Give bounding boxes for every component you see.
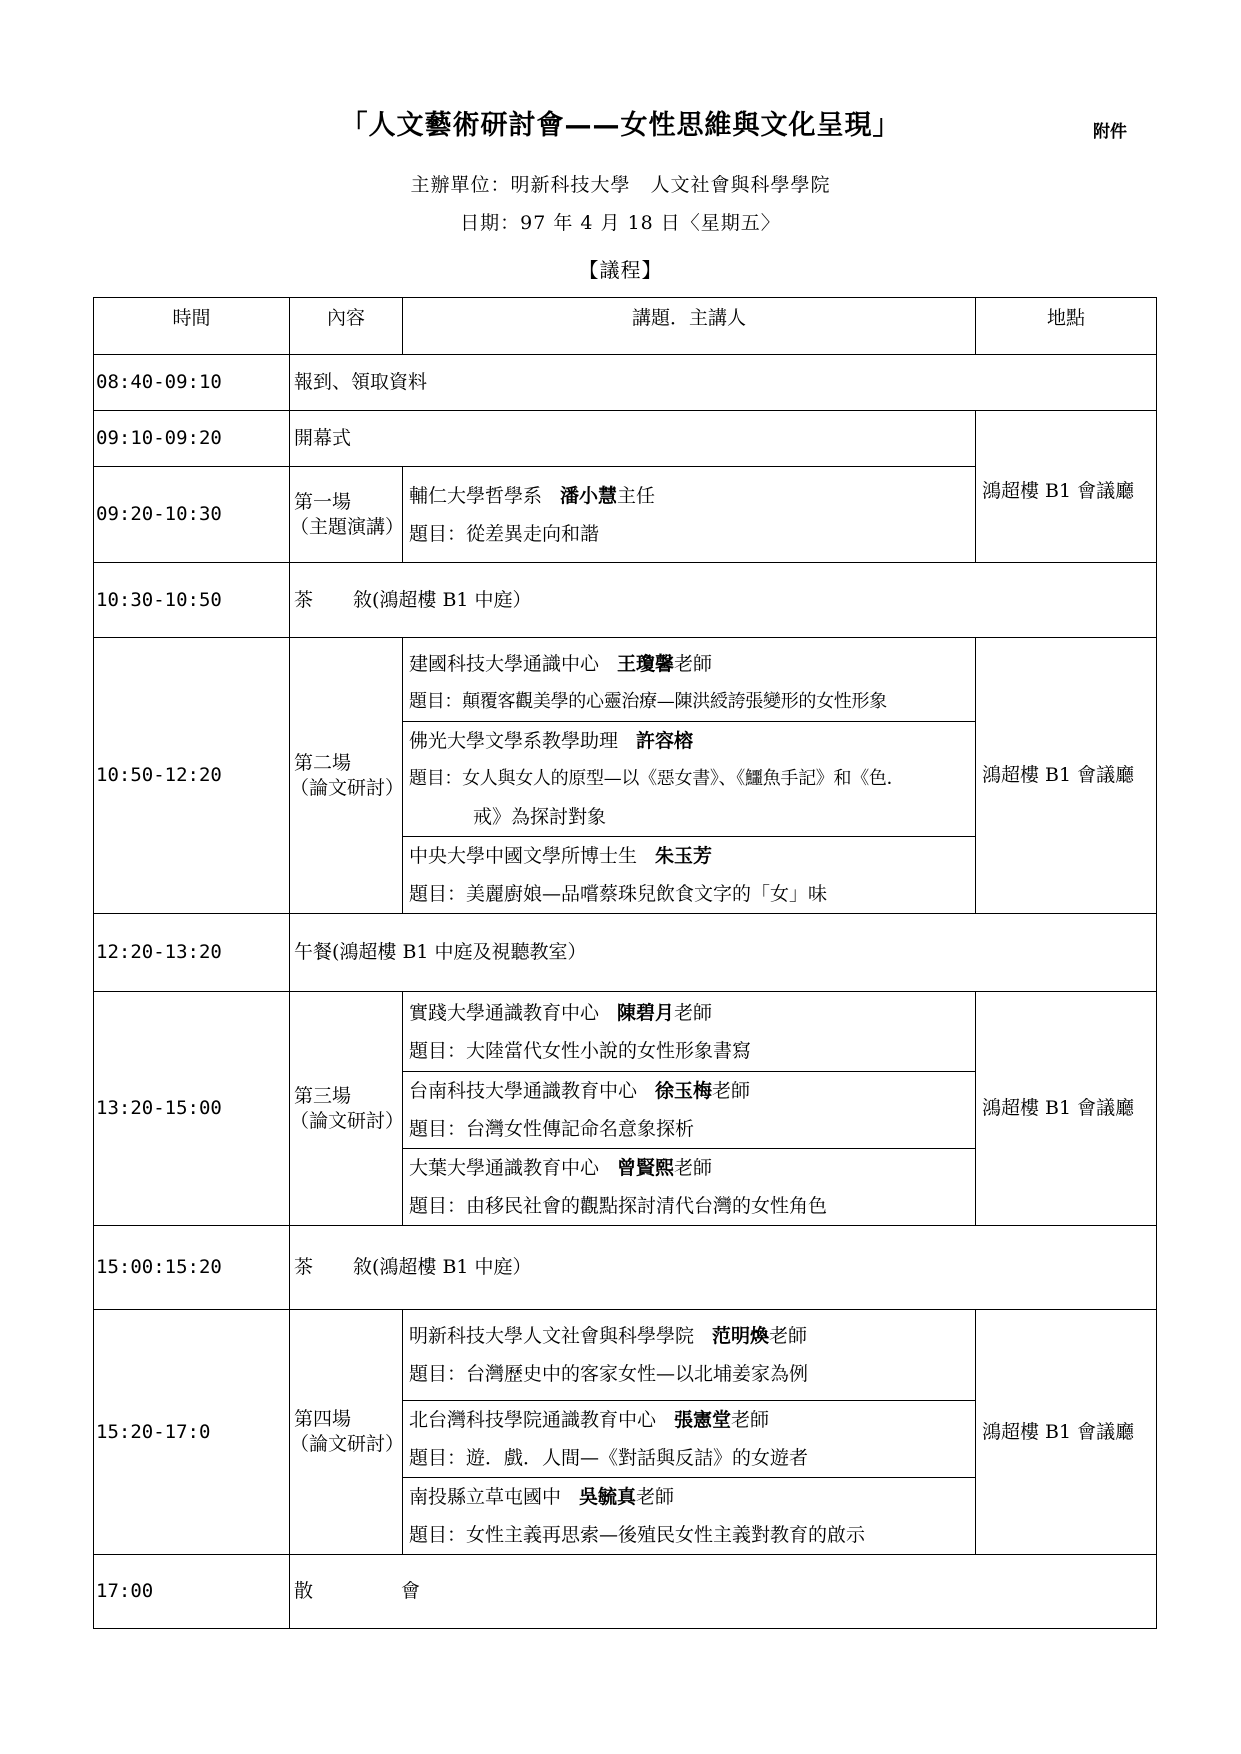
row-activity: 報到、領取資料: [290, 355, 1157, 411]
speaker-title: 老師: [712, 1080, 751, 1102]
table-header-row: [94, 298, 1157, 355]
speaker-affiliation: 實踐大學通識教育中心: [409, 1001, 600, 1024]
table-row: [94, 1226, 1157, 1310]
row-activity: [290, 1226, 1157, 1310]
speaker-topic: 題目：女人與女人的原型—以《惡女書》、《鱷魚手記》和《色．: [409, 768, 905, 789]
session-label: [290, 1310, 403, 1555]
speaker-topic-continued: 戒》為探討對象: [473, 806, 607, 828]
session-name: 第二場: [294, 751, 352, 774]
row-activity: 開幕式: [290, 411, 976, 467]
row-location: 鴻超樓 B1 會議廳: [976, 1310, 1157, 1555]
speaker-affiliation: 輔仁大學哲學系: [409, 484, 543, 507]
table-row: [94, 992, 1157, 1072]
speaker-affiliation: 北台灣科技學院通識教育中心: [409, 1409, 657, 1431]
agenda-heading: 【議程】: [578, 258, 663, 282]
speaker-title: 老師: [674, 1157, 713, 1179]
session-type: （論文研討）: [290, 776, 405, 799]
speaker-name: 王瓊馨: [617, 653, 675, 675]
speaker-affiliation: 大葉大學通識教育中心: [409, 1157, 600, 1179]
speaker-title: 老師: [674, 653, 713, 675]
table-row: [94, 1555, 1157, 1629]
session-type: （主題演講）: [290, 515, 405, 538]
session-name: 第三場: [294, 1084, 352, 1107]
row-activity: [290, 563, 1157, 638]
header-topic: 講題．主講人: [403, 298, 976, 355]
activity-text-b: 敘(鴻超樓 B1 中庭）: [353, 588, 532, 611]
header-content: 內容: [290, 298, 403, 355]
organizer-line: 主辦單位：明新科技大學 人文社會與科學學院: [410, 174, 831, 196]
speaker-name: 陳碧月: [617, 1001, 675, 1024]
activity-text-a: 茶: [294, 1256, 314, 1279]
row-time: 09:20-10:30: [94, 467, 290, 563]
attachment-label: 附件: [1093, 122, 1127, 142]
speaker-title: 老師: [636, 1486, 675, 1508]
speaker-name: 范明煥: [712, 1325, 770, 1347]
row-activity: [290, 1555, 1157, 1629]
session-name: 第四場: [294, 1408, 352, 1431]
speaker-topic: 題目：大陸當代女性小說的女性形象書寫: [409, 1039, 752, 1062]
speaker-affiliation: 南投縣立草屯國中: [409, 1486, 562, 1508]
table-row: [94, 914, 1157, 992]
session-type: （論文研討）: [290, 1109, 405, 1132]
table-row: [94, 638, 1157, 722]
speaker-title: 主任: [617, 484, 656, 507]
speaker-topic: 題目：美麗廚娘—品嚐蔡珠兒飲食文字的「女」味: [409, 883, 828, 905]
row-time: 13:20-15:00: [94, 992, 290, 1226]
activity-text-b: 會: [401, 1580, 421, 1603]
speaker-topic: 題目：女性主義再思索—後殖民女性主義對教育的啟示: [409, 1524, 866, 1546]
activity-text-a: 茶: [294, 588, 314, 611]
table-row: [94, 355, 1157, 411]
speaker-entry: [403, 837, 976, 914]
row-activity: 午餐(鴻超樓 B1 中庭及視聽教室）: [290, 914, 1157, 992]
row-time: 15:20-17:0: [94, 1310, 290, 1555]
header-time: 時間: [94, 298, 290, 355]
table-row: [94, 563, 1157, 638]
speaker-name: 徐玉梅: [655, 1080, 713, 1102]
document-title: 「人文藝術研討會——女性思維與文化呈現」: [340, 110, 901, 141]
speaker-name: 曾賢熙: [617, 1157, 675, 1179]
speaker-entry: [403, 638, 976, 722]
speaker-name: 吳毓真: [579, 1486, 637, 1508]
speaker-affiliation: 中央大學中國文學所博士生: [409, 845, 638, 867]
row-location: 鴻超樓 B1 會議廳: [976, 992, 1157, 1226]
row-time: 10:30-10:50: [94, 563, 290, 638]
activity-text-a: 散: [294, 1580, 314, 1603]
speaker-topic: 題目：台灣歷史中的客家女性—以北埔姜家為例: [409, 1363, 809, 1385]
speaker-affiliation: 明新科技大學人文社會與科學學院: [409, 1325, 695, 1347]
speaker-title: 老師: [674, 1001, 713, 1024]
speaker-topic: 題目：從差異走向和諧: [409, 522, 600, 545]
speaker-name: 許容榕: [636, 730, 694, 752]
speaker-name: 張憲堂: [674, 1409, 732, 1431]
speaker-entry: [403, 1149, 976, 1226]
session-type: （論文研討）: [290, 1433, 405, 1455]
speaker-topic: 題目：遊．戲．人間—《對話與反詰》的女遊者: [409, 1447, 809, 1469]
speaker-name: 潘小慧: [560, 484, 618, 507]
row-location: 鴻超樓 B1 會議廳: [976, 411, 1157, 563]
speaker-topic: 題目：由移民社會的觀點探討清代台灣的女性角色: [409, 1195, 828, 1217]
session-label: [290, 992, 403, 1226]
date-line: 日期：97 年 4 月 18 日〈星期五〉: [460, 212, 781, 234]
row-time: 08:40-09:10: [94, 355, 290, 411]
row-time: 10:50-12:20: [94, 638, 290, 914]
speaker-entry: [403, 1401, 976, 1478]
speaker-name: 朱玉芳: [655, 845, 713, 867]
header-location: 地點: [976, 298, 1157, 355]
speaker-entry: [403, 1310, 976, 1401]
speaker-topic: 題目：顛覆客觀美學的心靈治療—陳洪綬誇張變形的女性形象: [409, 691, 887, 712]
speaker-entry: [403, 1072, 976, 1149]
speaker-title: 老師: [769, 1325, 808, 1347]
speaker-title: 老師: [731, 1409, 770, 1431]
speaker-affiliation: 建國科技大學通識中心: [409, 653, 600, 675]
row-location: 鴻超樓 B1 會議廳: [976, 638, 1157, 914]
speaker-entry: [403, 722, 976, 837]
activity-text-b: 敘(鴻超樓 B1 中庭）: [353, 1256, 532, 1279]
agenda-table: [93, 297, 1157, 1629]
table-row: [94, 411, 1157, 467]
row-time: 15:00:15:20: [94, 1226, 290, 1310]
session-name: 第一場: [294, 490, 352, 513]
row-time: 09:10-09:20: [94, 411, 290, 467]
speaker-entry: [403, 992, 976, 1072]
row-time: 12:20-13:20: [94, 914, 290, 992]
session-label: [290, 467, 403, 563]
speaker-affiliation: 台南科技大學通識教育中心: [409, 1080, 638, 1102]
session-label: [290, 638, 403, 914]
speaker-entry: [403, 1478, 976, 1555]
speaker-entry: [403, 467, 976, 563]
table-row: [94, 1310, 1157, 1401]
row-time: 17:00: [94, 1555, 290, 1629]
speaker-topic: 題目：台灣女性傳記命名意象探析: [409, 1118, 695, 1140]
speaker-affiliation: 佛光大學文學系教學助理: [409, 730, 619, 752]
